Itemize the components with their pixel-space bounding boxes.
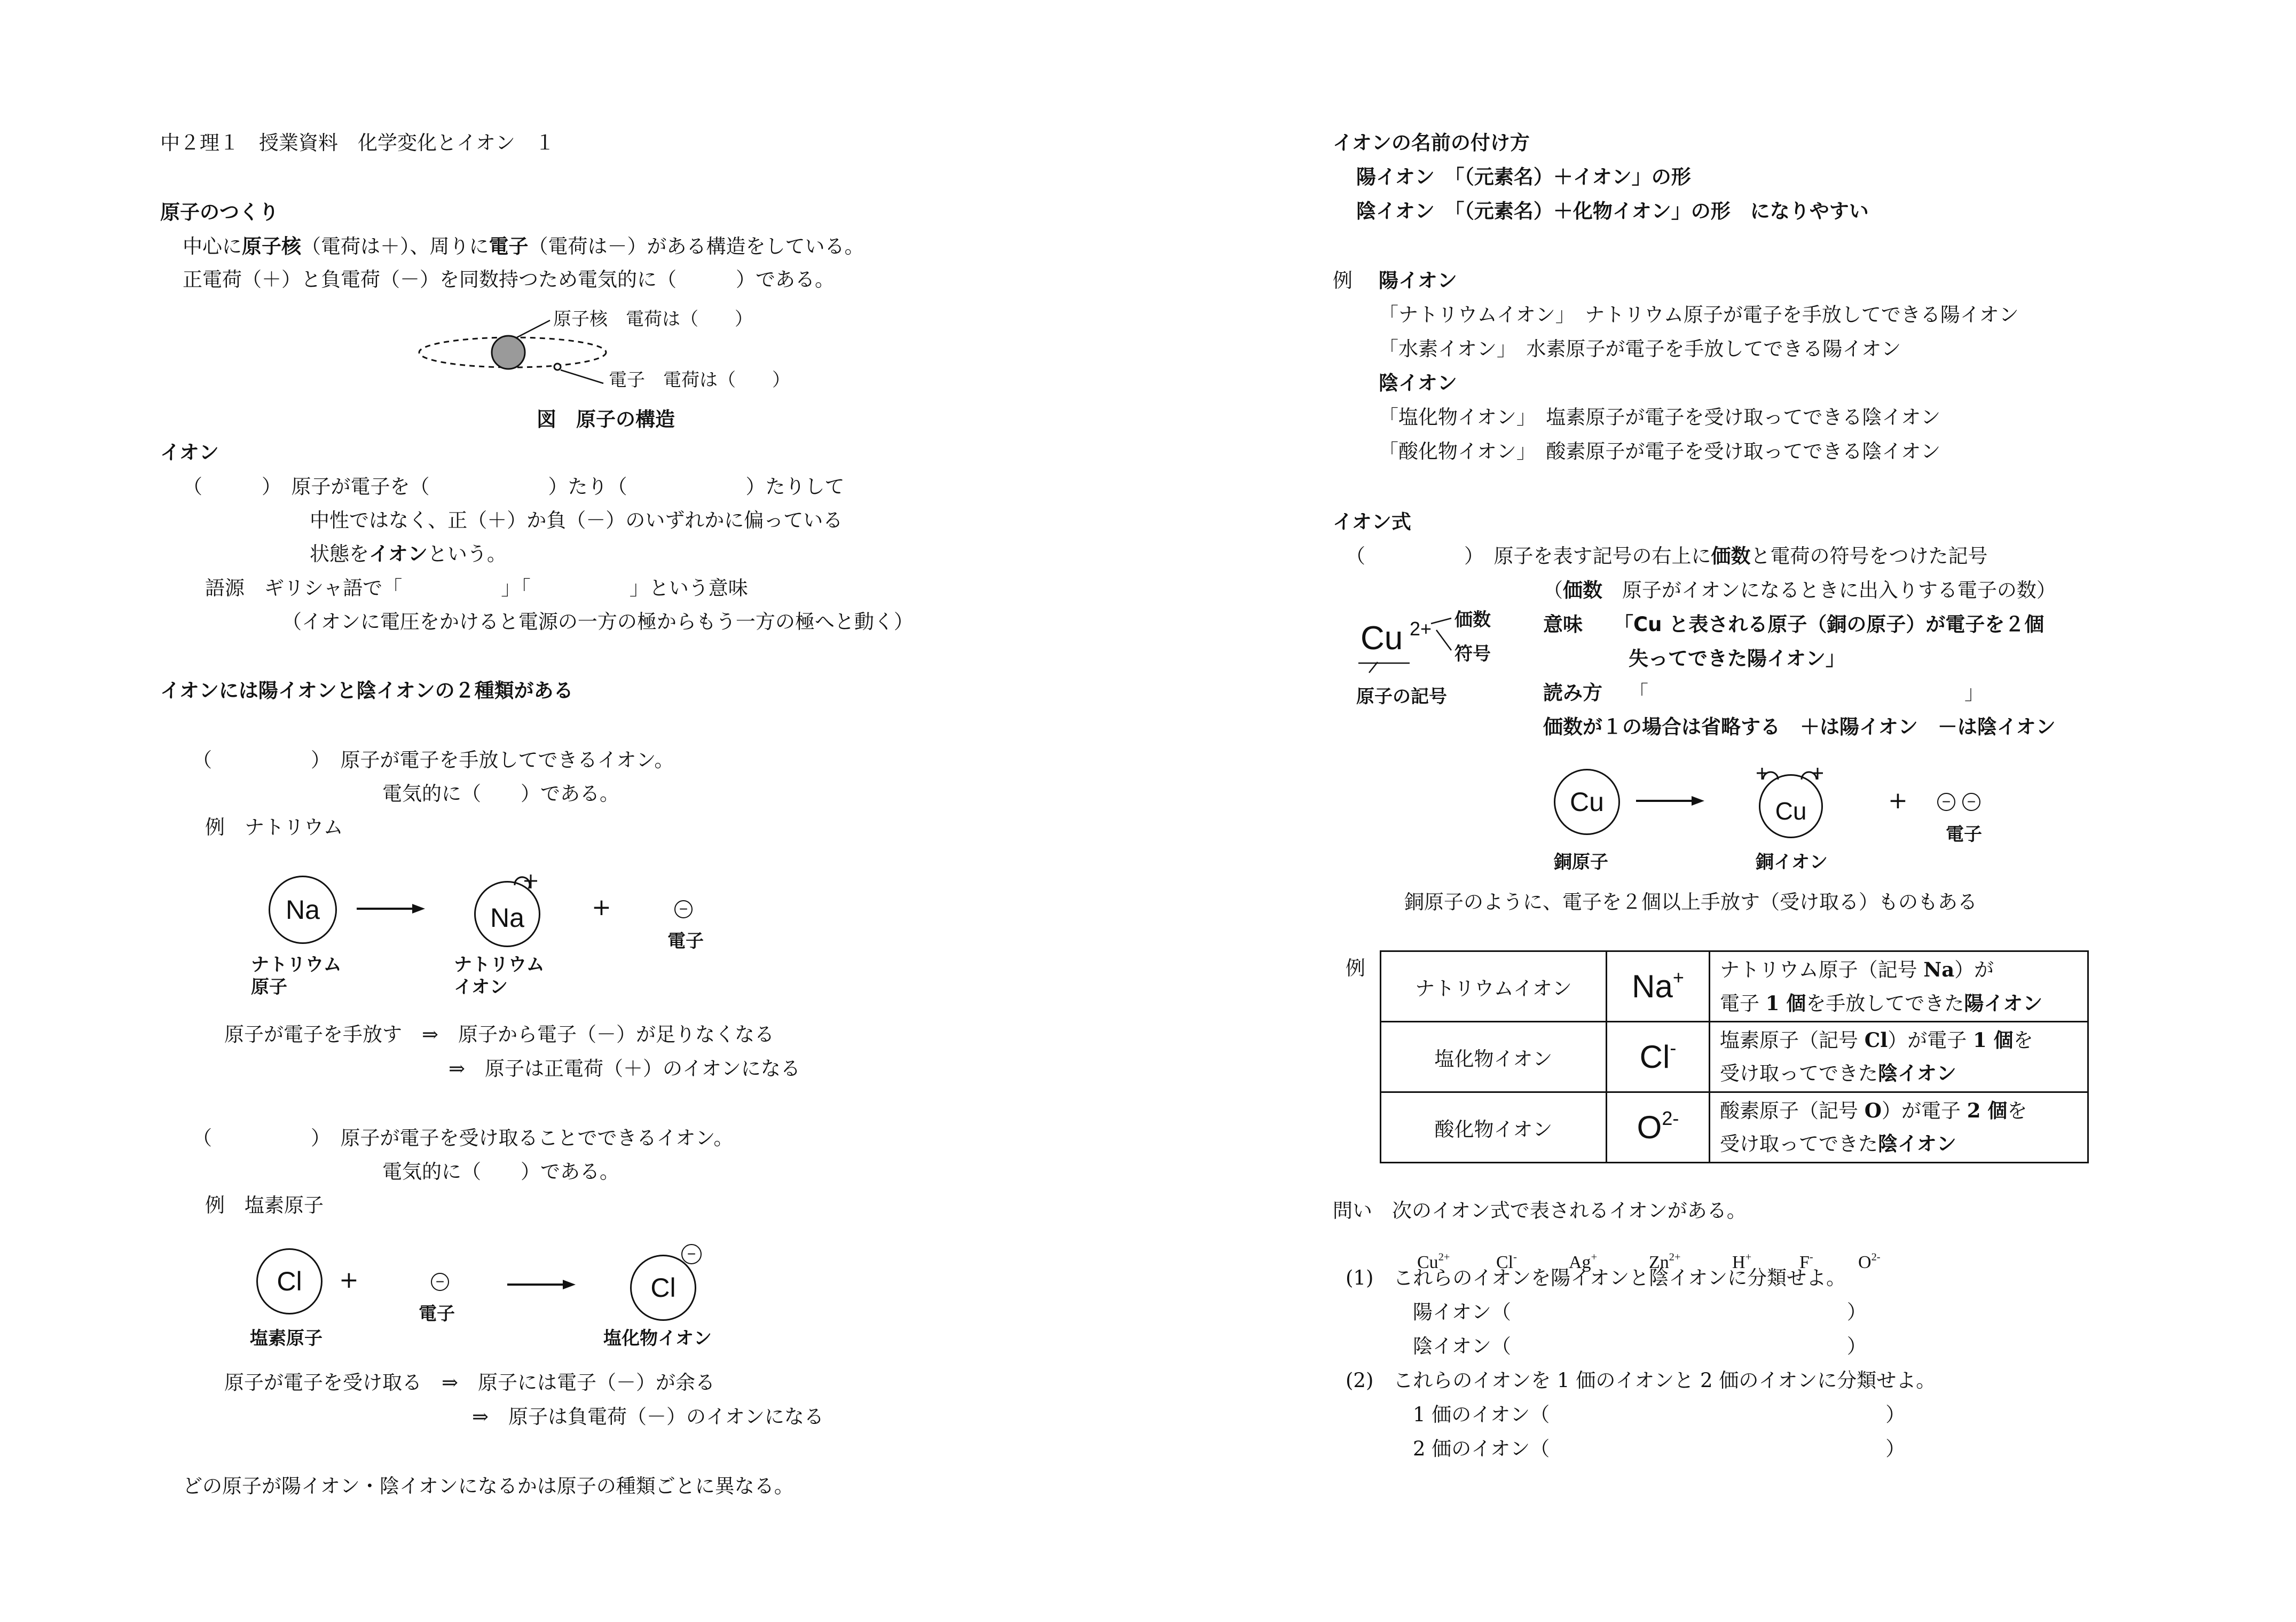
ion-etymology: 語源 ギリシャ語で「 」「 」という意味 [205, 577, 748, 600]
cu-ion-circle: Cu [1759, 774, 1823, 838]
gained-electron-icon: − [681, 1244, 702, 1264]
valence-definition: （価数 原子がイオンになるときに出入りする電子の数） [1543, 579, 2056, 602]
examples-anion-heading: 陰イオン [1379, 372, 1457, 395]
anion-neutrality: 電気的に（ ）である。 [382, 1160, 619, 1183]
electron-icon: − [1937, 793, 1955, 811]
naming-anion-rule: 陰イオン 「（元素名）＋化物イオン」の形 になりやすい [1356, 200, 1869, 223]
ion-examples-table [1380, 950, 2089, 1163]
meaning-label: 意味 [1543, 613, 1583, 636]
anion-example: 例 塩素原子 [205, 1194, 324, 1217]
cu-formula-charge: 2+ [1410, 618, 1432, 640]
na-atom-label: ナトリウム 原子 [251, 954, 342, 998]
anion-result2: ⇒ 原子は負電荷（－）のイオンになる [472, 1405, 824, 1428]
figure-caption: 図 原子の構造 [537, 408, 675, 431]
ion-formula: Ag+ [1569, 1251, 1598, 1272]
cl-ion-circle: Cl [630, 1255, 696, 1321]
arrow-icon [1636, 794, 1705, 807]
electron-label: 電子 [1946, 824, 1982, 845]
multi-electron-note: 銅原子のように、電子を２個以上手放す（受け取る）ものもある [1404, 891, 1977, 914]
ion-formula: F- [1799, 1251, 1813, 1272]
example-hydrogen-ion: 「水素イオン」 水素原子が電子を手放してできる陽イオン [1379, 337, 1901, 360]
question-1-anion-answer: 陰イオン（ ） [1413, 1335, 1867, 1358]
ion-line2: 中性ではなく、正（＋）か負（－）のいずれかに偏っている [310, 509, 843, 532]
cl-atom-circle: Cl [256, 1248, 323, 1314]
ion-line3: 状態をイオンという。 [310, 542, 507, 565]
cation-result2: ⇒ 原子は正電荷（＋）のイオンになる [449, 1057, 800, 1080]
ion-formula-cell: $O^{2-}$ [1607, 1092, 1710, 1163]
meaning-line1: 「Cu と表される原子（銅の原子）が電子を２個 [1614, 613, 2045, 636]
cu-atom-circle: Cu [1554, 769, 1620, 835]
ion-formula: $Zn^{2+}$ [1649, 1251, 1681, 1272]
cation-example: 例 ナトリウム [205, 816, 343, 839]
cl-atom-label: 塩素原子 [250, 1328, 323, 1349]
cation-definition: （ ） 原子が電子を手放してできるイオン。 [192, 749, 674, 771]
electron-icon: − [431, 1273, 449, 1291]
atom-structure-line2: 正電荷（＋）と負電荷（－）を同数持つため電気的に（ ）である。 [183, 268, 835, 291]
ion-name-cell: 酸化物イオン [1381, 1092, 1607, 1163]
na-ion-label: ナトリウム イオン [454, 954, 545, 998]
question-2: (2) これらのイオンを 1 価のイオンと 2 価のイオンに分類せよ。 [1346, 1369, 1936, 1392]
valence-note: 価数が１の場合は省略する ＋は陽イオン －は陰イオン [1543, 715, 2056, 738]
example-sodium-ion: 「ナトリウムイオン」 ナトリウム原子が電子を手放してできる陽イオン [1379, 303, 2019, 326]
table-row [1381, 951, 2088, 1022]
ion-description-cell: ナトリウム原子（記号 Na）が 電子 1 個を手放してできた陽イオン [1710, 951, 2088, 1022]
electron-label: 電子 [419, 1303, 455, 1325]
naming-cation-rule: 陽イオン 「（元素名）＋イオン」の形 [1356, 166, 1691, 188]
ion-formula: $Cu^{2+}$ [1417, 1251, 1450, 1272]
reading-label: 読み方 [1543, 681, 1602, 704]
reading-blank: 「 」 [1629, 681, 1984, 704]
table-example-label: 例 [1346, 957, 1365, 980]
electron-icon: − [1962, 793, 1980, 811]
cu-atom-label: 銅原子 [1554, 852, 1608, 873]
question-2-monovalent-answer: 1 価のイオン（ ） [1413, 1403, 1906, 1426]
ion-formula-cell: Na+ [1607, 951, 1710, 1022]
ion-formula: $O^{2-}$ [1858, 1251, 1881, 1272]
anion-result1: 原子が電子を受け取る ⇒ 原子には電子（－）が余る [224, 1371, 715, 1394]
ion-name-cell: ナトリウムイオン [1381, 951, 1607, 1022]
question-1-cation-answer: 陽イオン（ ） [1413, 1301, 1867, 1324]
examples-label: 例 [1333, 269, 1353, 292]
formula-definition: （ ） 原子を表す記号の右上に価数と電荷の符号をつけた記号 [1346, 545, 1988, 568]
right-page [1148, 0, 2296, 1622]
cl-ion-label: 塩化物イオン [603, 1328, 712, 1349]
table-row [1381, 1022, 2088, 1092]
nucleus-label: 原子核 電荷は（ ） [553, 309, 753, 330]
anion-definition: （ ） 原子が電子を受け取ることでできるイオン。 [192, 1127, 734, 1149]
ion-etymology-note: （イオンに電圧をかけると電源の一方の極からもう一方の極へと動く） [282, 610, 914, 633]
example-chloride-ion: 「塩化物イオン」 塩素原子が電子を受け取ってできる陰イオン [1379, 406, 1941, 429]
formula-pointer-lines [1356, 609, 1458, 673]
atom-structure-heading: 原子のつくり [160, 201, 279, 224]
cu-ion-label: 銅イオン [1756, 852, 1828, 873]
na-atom-circle: Na [269, 876, 337, 944]
ion-formula-cell: Cl- [1607, 1022, 1710, 1092]
electron-lost-icon [513, 870, 545, 902]
sign-label: 符号 [1454, 643, 1491, 665]
plus-sign: + [1888, 787, 1908, 814]
electron-label: 電子 [667, 931, 704, 952]
formula-heading: イオン式 [1333, 510, 1411, 533]
plus-sign: + [592, 894, 611, 921]
naming-heading: イオンの名前の付け方 [1333, 131, 1530, 154]
examples-cation-heading: 陽イオン [1379, 269, 1457, 292]
arrow-icon [507, 1278, 577, 1291]
question-1: (1) これらのイオンを陽イオンと陰イオンに分類せよ。 [1346, 1266, 1846, 1289]
cation-result1: 原子が電子を手放す ⇒ 原子から電子（－）が足りなくなる [224, 1023, 775, 1046]
electron-label: 電子 電荷は（ ） [609, 369, 790, 391]
na-ion-circle: Na [474, 881, 540, 947]
ion-description-cell: 酸素原子（記号 O）が電子 2 個を 受け取ってできた陰イオン [1710, 1092, 2088, 1163]
two-types-heading: イオンには陽イオンと陰イオンの２種類がある [160, 679, 573, 702]
meaning-line2: 失ってできた陽イオン」 [1629, 647, 1845, 670]
header-title: 中２理１ 授業資料 化学変化とイオン １ [160, 131, 555, 154]
table-row [1381, 1092, 2088, 1163]
example-oxide-ion: 「酸化物イオン」 酸素原子が電子を受け取ってできる陰イオン [1379, 440, 1941, 463]
atom-structure-line1: 中心に原子核（電荷は＋）、周りに電子（電荷は－）がある構造をしている。 [183, 235, 864, 258]
cation-neutrality: 電気的に（ ）である。 [382, 782, 619, 805]
plus-sign: + [339, 1266, 359, 1294]
cu-formula-symbol: Cu [1361, 620, 1403, 657]
electron-icon: − [674, 900, 693, 918]
ion-formula: H+ [1732, 1251, 1752, 1272]
question-2-divalent-answer: 2 価のイオン（ ） [1413, 1437, 1906, 1460]
symbol-label: 原子の記号 [1356, 686, 1447, 707]
question-heading: 問い 次のイオン式で表されるイオンがある。 [1333, 1199, 1747, 1222]
electrons-lost-icon [1757, 763, 1823, 796]
ion-name-cell: 塩化物イオン [1381, 1022, 1607, 1092]
footer-note: どの原子が陽イオン・陰イオンになるかは原子の種類ごとに異なる。 [183, 1475, 794, 1498]
ion-heading: イオン [160, 441, 219, 464]
ion-description-cell: 塩素原子（記号 Cl）が電子 1 個を 受け取ってできた陰イオン [1710, 1022, 2088, 1092]
arrow-icon [357, 902, 426, 915]
ion-formula: Cl- [1496, 1251, 1517, 1272]
valence-label: 価数 [1454, 609, 1491, 631]
ion-line1: （ ） 原子が電子を（ ）たり（ ）たりして [183, 475, 845, 498]
